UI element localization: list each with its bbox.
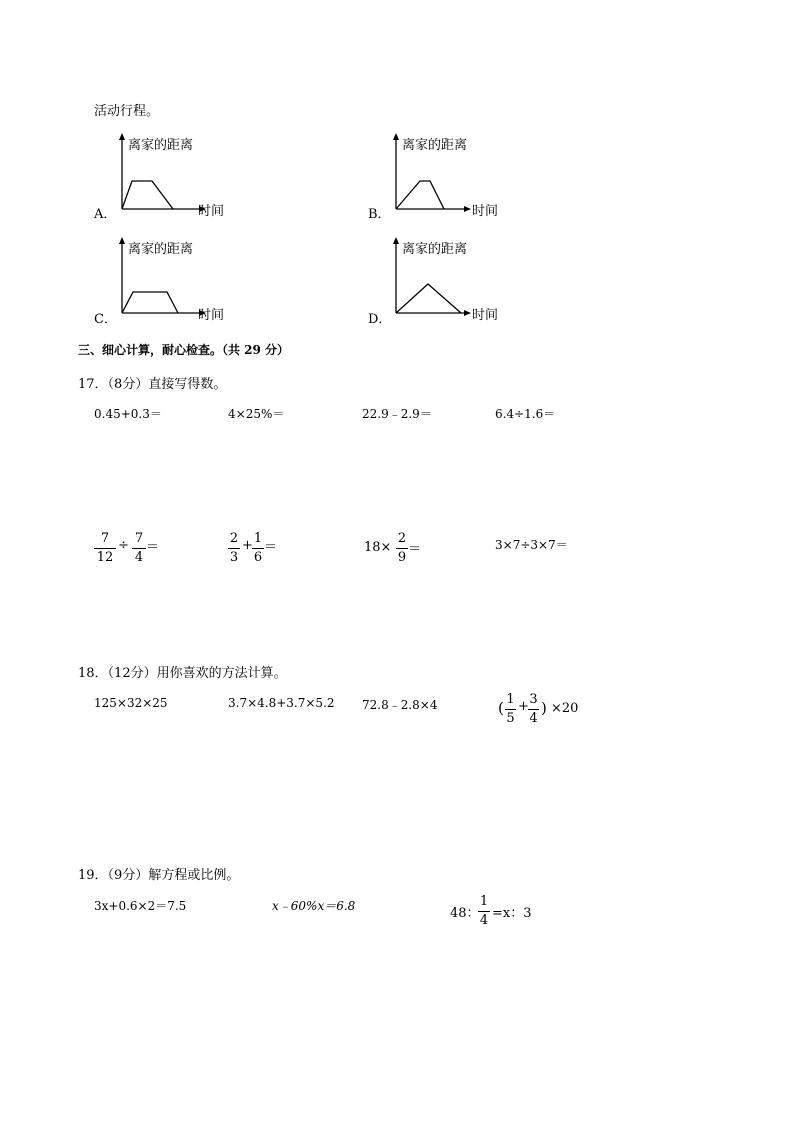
q18-expr-2: 3.7×4.8+3.7×5.2 (228, 696, 335, 710)
q17-expr-7-equals: ＝ (408, 542, 422, 557)
q18-expr-4-fraction-1 (505, 692, 516, 727)
option-a-y-label: 离家的距离 (128, 138, 194, 153)
denominator: 4 (529, 711, 538, 726)
option-b-x-label: 时间 (472, 204, 499, 219)
fraction-bar (528, 709, 539, 710)
numerator: 1 (253, 531, 263, 546)
q17-expr-6-operator: + (242, 538, 253, 553)
q18-expr-4-tail: ×20 (551, 701, 579, 716)
option-d-x-label: 时间 (472, 308, 499, 323)
denominator: 6 (253, 550, 263, 565)
q17-expr-4: 6.4÷1.6＝ (495, 407, 556, 421)
option-b-y-label: 离家的距离 (402, 138, 468, 153)
q17-expr-7-prefix: 18× (364, 540, 392, 555)
q19-heading: 19．（9分）解方程或比例。 (78, 868, 240, 883)
numerator: 3 (529, 692, 538, 707)
section-3-title: 三、细心计算，耐心检查。（共 29 分） (78, 343, 290, 357)
q17-heading: 17．（8分）直接写得数。 (78, 377, 227, 392)
denominator: 3 (229, 550, 239, 565)
fraction-bar (252, 548, 264, 549)
q17-expr-5-fraction-2 (132, 531, 146, 566)
option-d-y-label: 离家的距离 (402, 242, 468, 257)
q17-expr-5-fraction-1 (94, 531, 116, 566)
option-c-y-label: 离家的距离 (128, 242, 194, 257)
denominator: 12 (96, 550, 114, 565)
option-c-label: C． (94, 312, 117, 327)
q17-expr-7-fraction (396, 531, 408, 566)
denominator: 9 (397, 550, 407, 565)
q17-expr-5-equals: ＝ (146, 540, 160, 555)
numerator: 1 (479, 894, 489, 909)
q17-expr-6-fraction-1 (228, 531, 240, 566)
fraction-bar (505, 709, 516, 710)
q18-heading: 18．（12分）用你喜欢的方法计算。 (78, 666, 287, 681)
q17-expr-6-equals: ＝ (264, 540, 278, 555)
fraction-bar (94, 548, 116, 549)
q17-expr-1: 0.45+0.3＝ (94, 407, 162, 421)
numerator: 7 (134, 531, 144, 546)
denominator: 4 (479, 913, 489, 928)
q18-expr-3: 72.8﹣2.8×4 (362, 698, 438, 712)
fraction-bar (396, 548, 408, 549)
fraction-bar (228, 548, 240, 549)
q18-expr-1: 125×32×25 (94, 696, 168, 710)
q18-expr-4-right-paren: ) (541, 699, 547, 717)
q19-expr-3-fraction (478, 894, 490, 929)
numerator: 2 (229, 531, 239, 546)
q18-expr-4-operator: + (518, 699, 529, 714)
numerator: 1 (506, 692, 515, 707)
fraction-bar (132, 548, 146, 549)
option-b-label: B． (368, 207, 391, 222)
q19-expr-2: x﹣60%x＝6.8 (272, 899, 356, 913)
option-a-x-label: 时间 (198, 204, 225, 219)
q17-expr-3: 22.9﹣2.9＝ (362, 407, 432, 421)
q19-expr-3-prefix: 48： (450, 906, 480, 921)
intro-line: 活动行程。 (94, 104, 160, 119)
denominator: 5 (506, 711, 515, 726)
q17-expr-6-fraction-2 (252, 531, 264, 566)
fraction-bar (478, 911, 490, 912)
q18-expr-4-fraction-2 (528, 692, 539, 727)
q17-expr-2: 4×25%＝ (228, 407, 285, 421)
numerator: 7 (100, 531, 110, 546)
q19-expr-1: 3x+0.6×2＝7.5 (94, 899, 187, 913)
option-a-label: A． (94, 207, 117, 222)
numerator: 2 (397, 531, 407, 546)
q17-expr-8: 3×7÷3×7＝ (495, 538, 568, 552)
option-d-label: D． (368, 312, 392, 327)
q18-expr-4-left-paren: ( (498, 699, 504, 717)
option-c-x-label: 时间 (198, 308, 225, 323)
denominator: 4 (134, 550, 144, 565)
q19-expr-3-suffix: =x：3 (492, 906, 532, 921)
q17-expr-5-operator: ÷ (118, 538, 129, 553)
